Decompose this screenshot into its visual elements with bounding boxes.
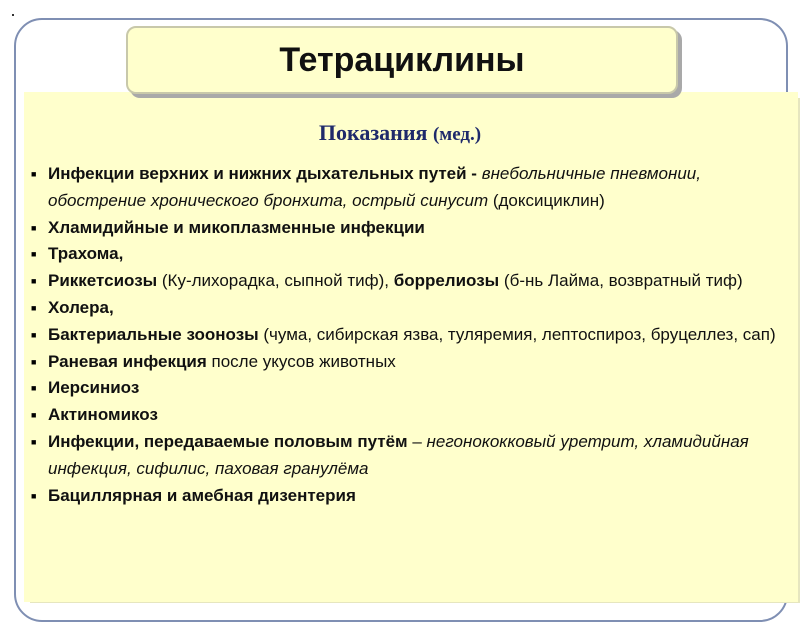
item-text: после укусов животных <box>206 351 396 371</box>
item-text-bold: Актиномикоз <box>48 405 158 425</box>
bullet-icon: ■ <box>31 249 37 260</box>
bullet-icon: ■ <box>31 302 37 313</box>
indications-list <box>28 161 778 509</box>
item-text-bold: Холера, <box>48 297 114 317</box>
item-text-bold: Инфекции верхних и нижних дыхательных путей - <box>48 164 482 183</box>
item-text: – <box>407 431 427 451</box>
item-text-bold: Инфекции, передаваемые половым путём <box>48 431 408 451</box>
slide-title: Тетрациклины <box>279 40 525 79</box>
item-text-bold: Иерсиниоз <box>48 378 140 398</box>
bullet-icon: ■ <box>31 169 37 179</box>
list-item <box>28 429 778 483</box>
list-item <box>28 161 778 215</box>
bullet-icon: ■ <box>31 410 37 421</box>
item-text-bold: боррелиозы <box>393 271 500 291</box>
item-text-bold: Бациллярная и амебная дизентерия <box>48 485 356 505</box>
list-item <box>28 349 778 376</box>
list-item <box>28 268 778 295</box>
list-item <box>28 375 778 402</box>
bullet-icon: ■ <box>31 383 37 394</box>
subtitle-main: Показания <box>318 120 428 145</box>
subtitle-paren: (мед.) <box>432 124 482 145</box>
list-item <box>28 402 778 429</box>
list-item <box>28 483 778 510</box>
item-text-bold: Трахома, <box>48 244 124 264</box>
bullet-icon: ■ <box>31 222 37 233</box>
item-text: (Ку-лихорадка, сыпной тиф), <box>157 271 394 291</box>
item-text-bold: Бактериальные зоонозы <box>48 324 259 344</box>
title-box <box>126 26 678 94</box>
bullet-icon: ■ <box>31 490 37 501</box>
item-text-italic: внебольничные пневмонии, обострение хронического бронхита, острый синусит <box>48 164 701 210</box>
corner-dot <box>12 14 14 16</box>
bullet-icon: ■ <box>31 329 37 340</box>
list-item <box>28 215 778 242</box>
list-item <box>28 295 778 322</box>
item-text-italic: негонококковый уретрит, хламидийная инфекция, сифилис, паховая гранулёма <box>48 431 749 478</box>
item-text-bold: Раневая инфекция <box>48 351 207 371</box>
item-text-bold: Риккетсиозы <box>48 271 158 291</box>
bullet-icon: ■ <box>31 356 37 367</box>
item-text: (доксициклин) <box>488 190 605 210</box>
list-item <box>28 241 778 268</box>
item-text-bold: Хламидийные и микоплазменные инфекции <box>48 217 425 237</box>
item-text: (чума, сибирская язва, туляремия, лептоспироз, бруцеллез, сап) <box>258 324 776 344</box>
bullet-icon: ■ <box>31 436 37 447</box>
subtitle <box>0 120 800 146</box>
bullet-icon: ■ <box>31 276 37 287</box>
item-text: (б-нь Лайма, возвратный тиф) <box>499 271 743 291</box>
list-item <box>28 322 778 349</box>
